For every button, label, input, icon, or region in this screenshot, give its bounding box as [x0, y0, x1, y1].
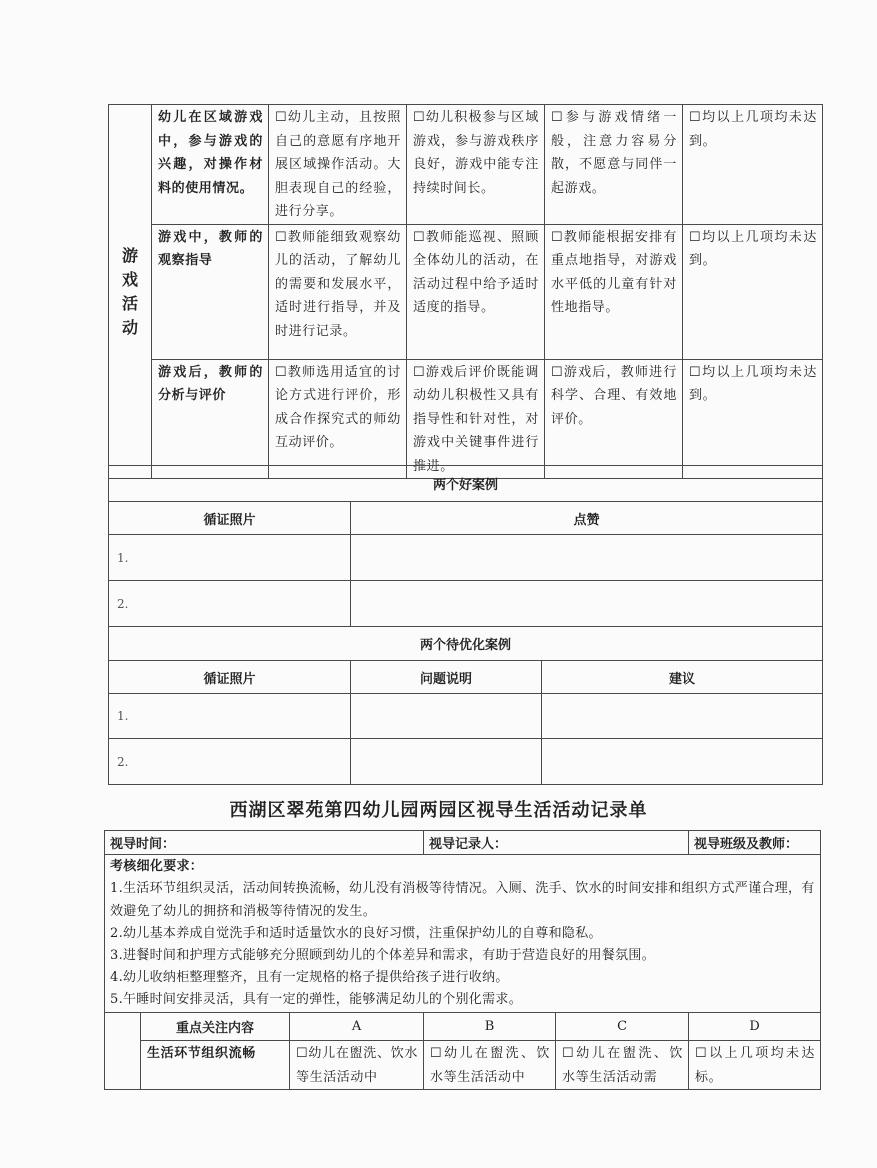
option-d: ☐均以上几项均未达到。	[683, 105, 823, 225]
case-number: 2.	[109, 739, 351, 785]
optimize-cases-title: 两个待优化案例	[109, 627, 823, 661]
issue-cell[interactable]	[351, 739, 542, 785]
option-b: ☐幼儿在盥洗、饮水等生活活动中	[424, 1041, 556, 1090]
criterion-title: 游戏中，教师的观察指导	[152, 224, 269, 359]
column-header-suggestion: 建议	[542, 661, 823, 694]
column-header-d: D	[689, 1013, 821, 1041]
good-cases-table	[108, 465, 823, 627]
suggestion-cell[interactable]	[542, 694, 823, 739]
praise-cell[interactable]	[351, 581, 823, 627]
column-header-praise: 点赞	[351, 502, 823, 535]
column-header-issue: 问题说明	[351, 661, 542, 694]
option-a: ☐教师选用适宜的讨论方式进行评价，形成合作探究式的师幼互动评价。	[269, 359, 407, 479]
side-label-cell	[105, 1013, 141, 1090]
requirement-item: 2.幼儿基本养成自觉洗手和适时适量饮水的良好习惯，注重保护幼儿的自尊和隐私。	[110, 926, 602, 941]
option-c: ☐幼儿在盥洗、饮水等生活活动需	[556, 1041, 689, 1090]
column-header-a: A	[290, 1013, 424, 1041]
case-number: 1.	[109, 535, 351, 581]
column-header-b: B	[424, 1013, 556, 1041]
form2-title: 西湖区翠苑第四幼儿园两园区视导生活活动记录单	[229, 800, 648, 821]
inspection-recorder-label: 视导记录人：	[424, 831, 689, 855]
life-activity-table	[104, 830, 821, 1090]
issue-cell[interactable]	[351, 694, 542, 739]
requirements-block	[105, 855, 821, 1013]
option-b: ☐幼儿积极参与区域游戏，参与游戏秩序良好，游戏中能专注持续时间长。	[407, 105, 545, 225]
column-header-photo: 循证照片	[109, 502, 351, 535]
option-c: ☐参与游戏情绪一般，注意力容易分散，不愿意与同伴一起游戏。	[545, 105, 683, 225]
inspection-time-label: 视导时间：	[105, 831, 424, 855]
suggestion-cell[interactable]	[542, 739, 823, 785]
option-a: ☐教师能细致观察幼儿的活动，了解幼儿的需要和发展水平，适时进行指导，并及时进行记录。	[269, 224, 407, 359]
option-c: ☐教师能根据安排有重点地指导，对游戏水平低的儿童有针对性地指导。	[545, 224, 683, 359]
game-activity-table	[108, 104, 823, 479]
column-header-focus: 重点关注内容	[141, 1013, 290, 1041]
column-header-photo: 循证照片	[109, 661, 351, 694]
column-header-c: C	[556, 1013, 689, 1041]
inspection-class-label: 视导班级及教师：	[689, 831, 821, 855]
focus-title: 生活环节组织流畅	[141, 1041, 290, 1090]
criterion-title: 游戏后，教师的分析与评价	[152, 359, 269, 479]
requirement-item: 1.生活环节组织灵活，活动间转换流畅，幼儿没有消极等待情况。入厕、洗手、饮水的时间安排和组织方式严谨合理，有效避免了幼儿的拥挤和消极等待情况的发生。	[110, 881, 815, 919]
option-a: ☐幼儿在盥洗、饮水等生活活动中	[290, 1041, 424, 1090]
requirement-item: 4.幼儿收纳柜整理整齐，且有一定规格的格子提供给孩子进行收纳。	[110, 970, 509, 985]
option-b: ☐游戏后评价既能调动幼儿积极性又具有指导性和针对性，对游戏中关键事件进行推进。	[407, 359, 545, 479]
criterion-title: 幼儿在区域游戏中，参与游戏的兴趣，对操作材料的使用情况。	[152, 105, 269, 225]
option-a: ☐幼儿主动，且按照自己的意愿有序地开展区域操作活动。大胆表现自己的经验，进行分享。	[269, 105, 407, 225]
case-number: 2.	[109, 581, 351, 627]
option-b: ☐教师能巡视、照顾全体幼儿的活动，在活动过程中给予适时适度的指导。	[407, 224, 545, 359]
option-d: ☐均以上几项均未达到。	[683, 224, 823, 359]
section-label: 游戏活动	[109, 105, 152, 479]
option-d: ☐均以上几项均未达到。	[683, 359, 823, 479]
praise-cell[interactable]	[351, 535, 823, 581]
good-cases-title: 两个好案例	[109, 466, 823, 502]
requirement-item: 3.进餐时间和护理方式能够充分照顾到幼儿的个体差异和需求，有助于营造良好的用餐氛围。	[110, 948, 656, 963]
requirement-item: 5.午睡时间安排灵活，具有一定的弹性，能够满足幼儿的个别化需求。	[110, 992, 523, 1007]
option-d: ☐以上几项均未达标。	[689, 1041, 821, 1090]
option-c: ☐游戏后，教师进行科学、合理、有效地评价。	[545, 359, 683, 479]
optimize-cases-table	[108, 626, 823, 785]
case-number: 1.	[109, 694, 351, 739]
requirements-title: 考核细化要求：	[110, 859, 204, 874]
